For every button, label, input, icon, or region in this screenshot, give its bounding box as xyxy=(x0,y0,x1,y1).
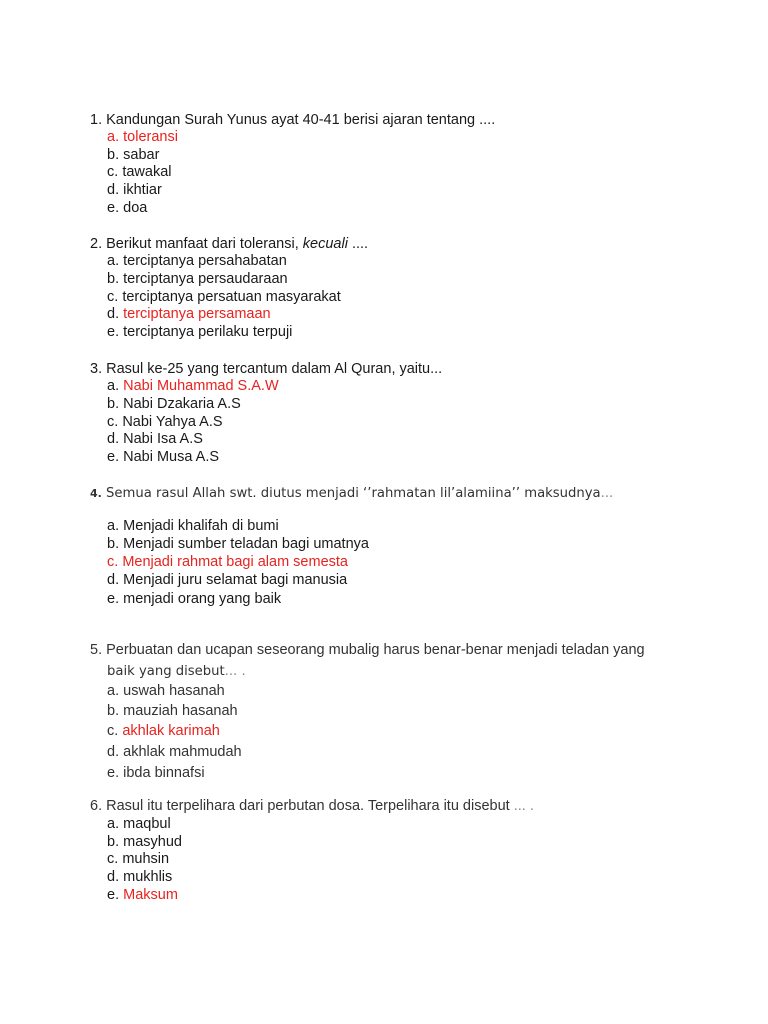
question-text: Kandungan Surah Yunus ayat 40-41 berisi ajaran tentang .... xyxy=(106,112,496,128)
option-6a: a. maqbul xyxy=(107,816,171,832)
option-3b: b. Nabi Dzakaria A.S xyxy=(107,396,241,412)
question-number: 5. xyxy=(90,642,103,658)
option-2e: e. terciptanya perilaku terpuji xyxy=(107,324,293,340)
question-text: Rasul ke-25 yang tercantum dalam Al Quran, yaitu... xyxy=(106,361,443,377)
question-text: Berikut manfaat dari toleransi, xyxy=(106,236,299,252)
question-6 xyxy=(90,798,534,816)
option-5d: d. akhlak mahmudah xyxy=(107,744,242,760)
option-4d: d. Menjadi juru selamat bagi manusia xyxy=(107,572,348,588)
option-1a: a. toleransi xyxy=(107,129,178,145)
option-6c: c. muhsin xyxy=(107,851,170,867)
option-6d: d. mukhlis xyxy=(107,869,173,885)
question-emphasis: kecuali xyxy=(302,236,348,252)
option-1d: d. ikhtiar xyxy=(107,182,162,198)
question-1 xyxy=(90,112,495,130)
option-5a: a. uswah hasanah xyxy=(107,683,225,699)
question-suffix: ... . xyxy=(224,664,246,679)
question-text: Semua rasul Allah swt. diutus menjadi ‘’rahmatan lil’alamiina’’ maksudnya xyxy=(106,486,601,501)
question-2 xyxy=(90,236,368,254)
question-number: 1. xyxy=(90,112,103,128)
question-text: Perbuatan dan ucapan seseorang mubalig harus benar-benar menjadi teladan yang xyxy=(106,642,645,658)
question-suffix: ... . xyxy=(513,798,534,814)
question-number: 2. xyxy=(90,236,103,252)
question-3 xyxy=(90,361,442,379)
option-2c: c. terciptanya persatuan masyarakat xyxy=(107,289,341,305)
question-text-line2: baik yang disebut xyxy=(107,664,225,679)
option-4a: a. Menjadi khalifah di bumi xyxy=(107,518,279,534)
option-3d: d. Nabi Isa A.S xyxy=(107,431,203,447)
option-6e: e. Maksum xyxy=(107,887,178,903)
question-number: 3. xyxy=(90,361,103,377)
question-number: 4. xyxy=(90,487,102,500)
option-4b: b. Menjadi sumber teladan bagi umatnya xyxy=(107,536,369,552)
question-number: 6. xyxy=(90,798,103,814)
question-text: Rasul itu terpelihara dari perbutan dosa. Terpelihara itu disebut xyxy=(106,798,510,814)
question-suffix: ... xyxy=(600,486,614,501)
option-5c: c. akhlak karimah xyxy=(107,723,220,739)
option-3a: a. Nabi Muhammad S.A.W xyxy=(107,378,279,394)
option-5e: e. ibda binnafsi xyxy=(107,765,205,781)
option-1e: e. doa xyxy=(107,200,148,216)
question-5-line2 xyxy=(107,663,246,681)
option-4e: e. menjadi orang yang baik xyxy=(107,591,282,607)
question-4 xyxy=(90,485,613,503)
option-1b: b. sabar xyxy=(107,147,160,163)
question-5 xyxy=(90,642,645,660)
option-6b: b. masyhud xyxy=(107,834,182,850)
option-4c: c. Menjadi rahmat bagi alam semesta xyxy=(107,554,348,570)
option-2b: b. terciptanya persaudaraan xyxy=(107,271,288,287)
option-3c: c. Nabi Yahya A.S xyxy=(107,414,223,430)
option-3e: e. Nabi Musa A.S xyxy=(107,449,220,465)
option-2d: d. terciptanya persamaan xyxy=(107,306,271,322)
option-1c: c. tawakal xyxy=(107,164,172,180)
option-2a: a. terciptanya persahabatan xyxy=(107,253,287,269)
option-5b: b. mauziah hasanah xyxy=(107,703,238,719)
question-suffix: .... xyxy=(351,236,369,252)
